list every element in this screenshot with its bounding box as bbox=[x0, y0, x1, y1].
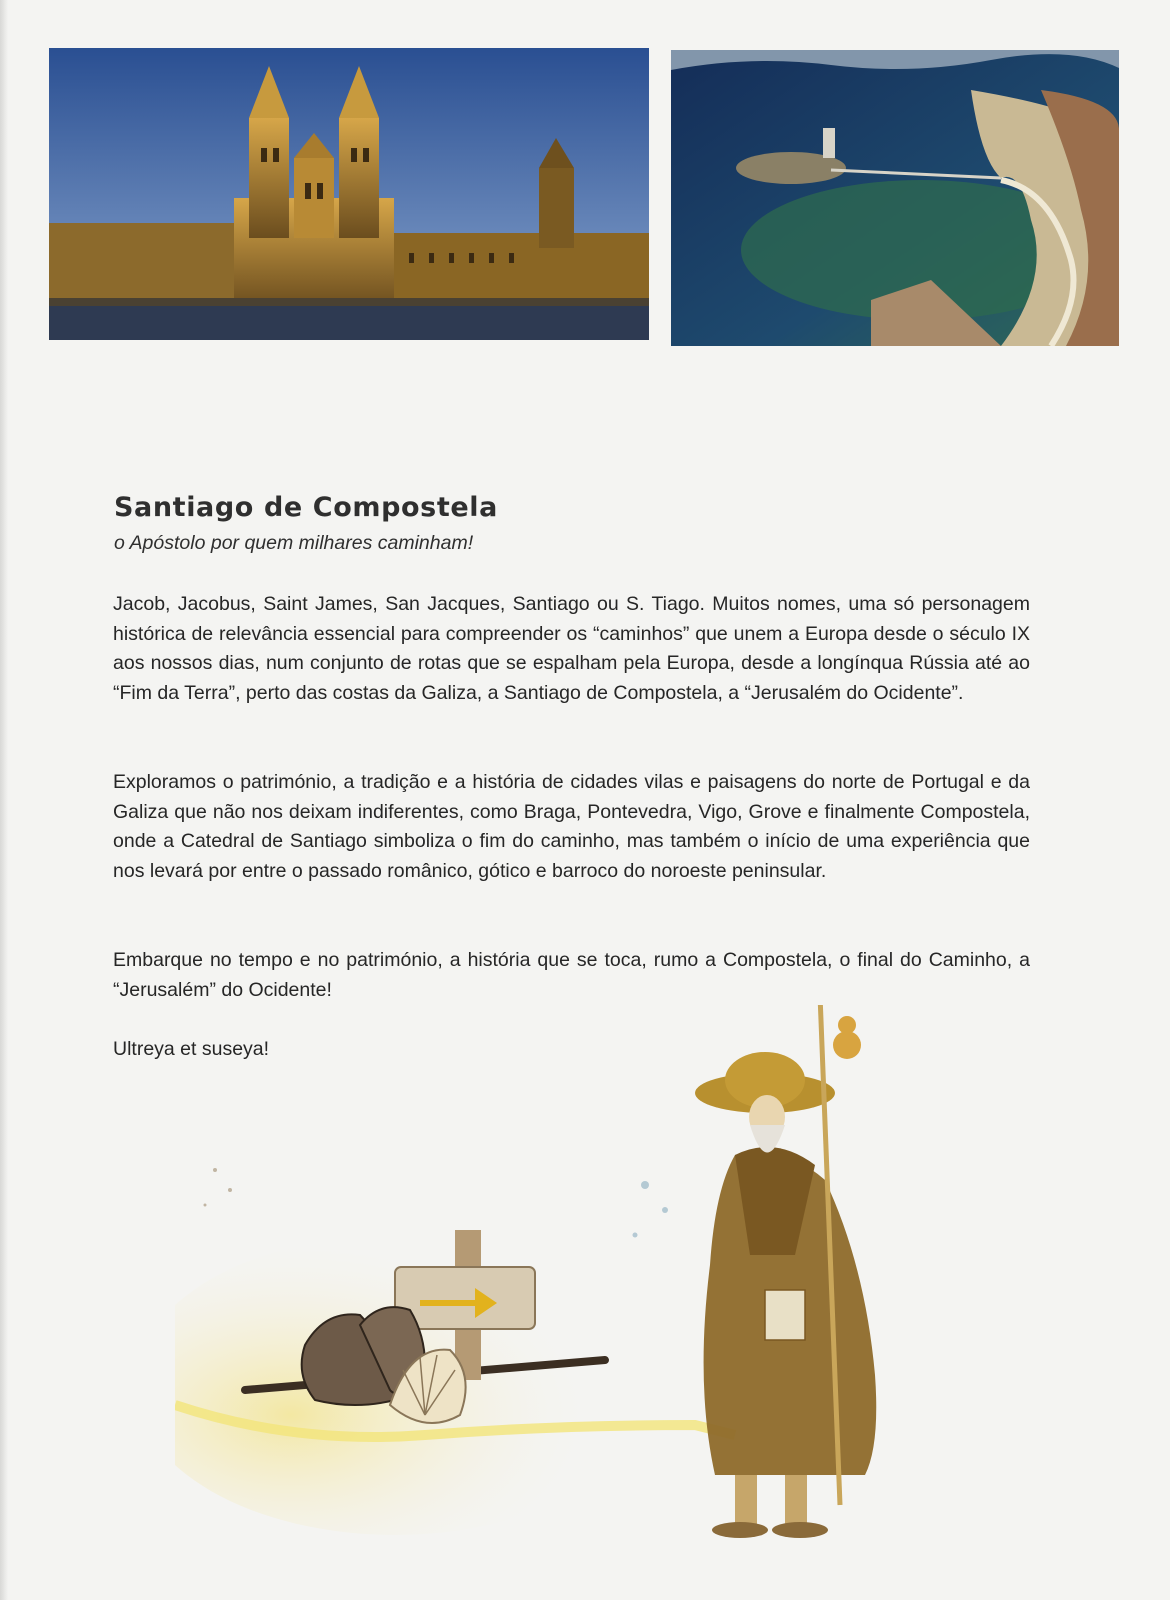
page-subtitle: o Apóstolo por quem milhares caminham! bbox=[114, 532, 474, 554]
pilgrim-watercolor-illustration bbox=[175, 1005, 975, 1575]
paragraph-closing: Ultreya et suseya! bbox=[113, 1038, 270, 1060]
paragraph-intro: Jacob, Jacobus, Saint James, San Jacques, Santiago ou S. Tiago. Muitos nomes, uma só personagem histórica de relevância essencial para compreender os “caminhos” que unem a Europa desde o século IX aos nossos dias, num conjunto de rotas que se espalham pela Europa, desde a longínqua Rússia até ao “Fim da Terra”, perto das costas da Galiza, a Santiago de Compostela, a “Jerusalém do Ocidente”. bbox=[113, 593, 1030, 704]
page-edge bbox=[0, 0, 8, 1600]
page-title: Santiago de Compostela bbox=[114, 492, 498, 523]
santiago-cathedral-photo bbox=[49, 48, 649, 340]
paragraph-embark: Embarque no tempo e no património, a história que se toca, rumo a Compostela, o final do Caminho, a “Jerusalém” do Ocidente! bbox=[113, 949, 1030, 1001]
aerial-coastline-photo bbox=[671, 50, 1119, 346]
paragraph-explore: Exploramos o património, a tradição e a história de cidades vilas e paisagens do norte de Portugal e da Galiza que não nos deixam indiferentes, como Braga, Pontevedra, Vigo, Grove e finalmente Compostela, onde a Catedral de Santiago simboliza o fim do caminho, mas também o início de uma experiência que nos levará por entre o passado românico, gótico e barroco do noroeste peninsular. bbox=[113, 771, 1030, 882]
